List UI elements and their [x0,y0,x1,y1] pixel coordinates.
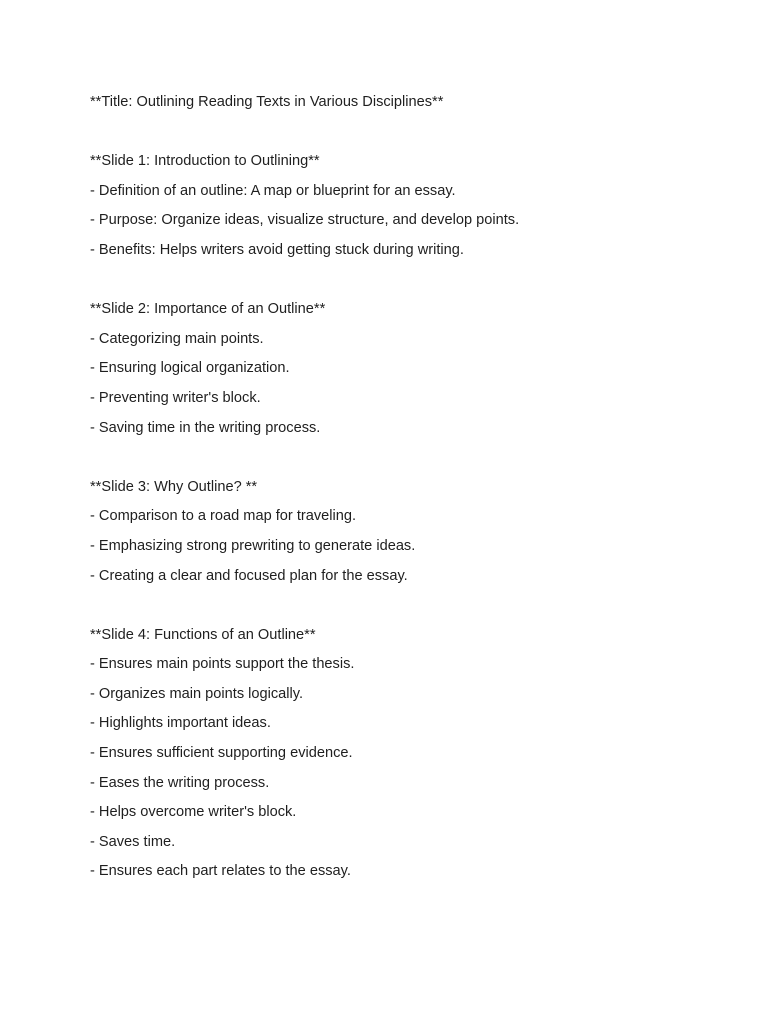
slide-section-3 [90,477,730,595]
slide-heading: **Slide 2: Importance of an Outline** [90,301,326,318]
bullet-item: - Creating a clear and focused plan for the essay. [90,567,408,584]
bullet-item: - Organizes main points logically. [90,685,304,702]
slide-heading: **Slide 1: Introduction to Outlining** [90,153,320,170]
bullet-item: - Ensures sufficient supporting evidence. [90,745,353,762]
slide-heading: **Slide 3: Why Outline? ** [90,478,258,495]
bullet-item: - Emphasizing strong prewriting to generate ideas. [90,537,416,554]
bullet-item: - Categorizing main points. [90,330,264,347]
bullet-item: - Ensures each part relates to the essay. [90,863,351,880]
spacer [90,270,730,300]
bullet-item: - Definition of an outline: A map or blueprint for an essay. [90,182,456,199]
bullet-item: - Eases the writing process. [90,774,270,791]
slide-section-2 [90,299,730,447]
bullet-item: - Purpose: Organize ideas, visualize structure, and develop points. [90,212,520,229]
document-page [90,92,730,891]
spacer [90,122,730,152]
bullet-item: - Ensures main points support the thesis. [90,656,355,673]
bullet-item: - Comparison to a road map for traveling. [90,508,357,525]
spacer [90,447,730,477]
document-title: **Title: Outlining Reading Texts in Various Disciplines** [90,94,444,110]
bullet-item: - Benefits: Helps writers avoid getting stuck during writing. [90,241,464,258]
slide-section-1 [90,151,730,269]
slide-heading: **Slide 4: Functions of an Outline** [90,626,316,643]
bullet-item: - Saves time. [90,833,176,850]
bullet-item: - Highlights important ideas. [90,715,271,732]
bullet-item: - Helps overcome writer's block. [90,804,297,821]
spacer [90,595,730,625]
bullet-item: - Preventing writer's block. [90,389,261,406]
slide-section-4 [90,625,730,891]
bullet-item: - Saving time in the writing process. [90,419,321,436]
bullet-item: - Ensuring logical organization. [90,360,290,377]
